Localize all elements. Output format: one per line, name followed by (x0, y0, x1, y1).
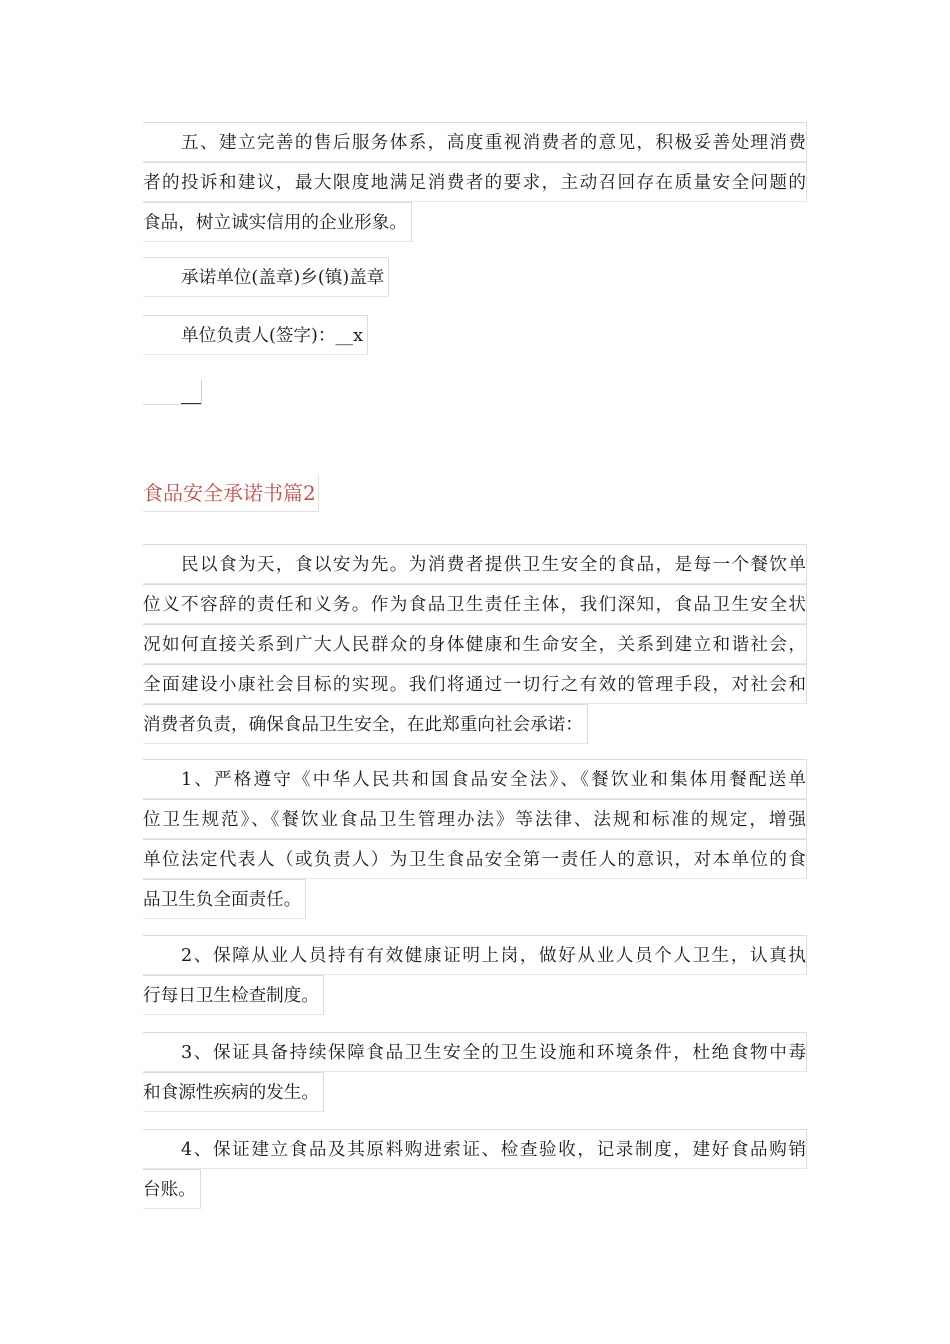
paragraph-item-1 (143, 759, 807, 919)
section-heading: 食品安全承诺书篇2 (143, 475, 319, 512)
paragraph-item-2 (143, 935, 807, 1015)
paragraph-section-5 (143, 122, 807, 242)
text-line: 位卫生规范》、《餐饮业食品卫生管理办法》等法律、法规和标准的规定，增强 (143, 799, 807, 839)
text-line: 消费者负责，确保食品卫生安全，在此郑重向社会承诺： (143, 704, 588, 744)
text-line: 单位法定代表人（或负责人）为卫生食品安全第一责任人的意识，对本单位的食 (143, 839, 807, 879)
text-line: 品卫生负全面责任。 (143, 879, 306, 919)
text-line: 全面建设小康社会目标的实现。我们将通过一切行之有效的管理手段，对社会和 (143, 664, 807, 704)
signature-responsible (143, 315, 807, 355)
paragraph-item-4 (143, 1129, 807, 1209)
paragraph-item-3 (143, 1032, 807, 1112)
blank-underline (181, 403, 201, 404)
text-line: 况如何直接关系到广大人民群众的身体健康和生命安全，关系到建立和谐社会， (143, 624, 807, 664)
text-line: 民以食为天，食以安为先。为消费者提供卫生安全的食品，是每一个餐饮单 (143, 544, 807, 584)
text-line: 食品，树立诚实信用的企业形象。 (143, 202, 412, 242)
text-line: 者的投诉和建议，最大限度地满足消费者的要求，主动召回存在质量安全问题的 (143, 162, 807, 202)
signature-responsible-line: 单位负责人(签字)：__x (143, 315, 368, 355)
text-line: 五、建立完善的售后服务体系，高度重视消费者的意见，积极妥善处理消费 (143, 122, 807, 162)
signature-unit (143, 257, 807, 297)
text-line: 位义不容辞的责任和义务。作为食品卫生责任主体，我们深知，食品卫生安全状 (143, 584, 807, 624)
text-line: 台账。 (143, 1169, 201, 1209)
text-line: 行每日卫生检查制度。 (143, 975, 324, 1015)
text-line: 2、保障从业人员持有有效健康证明上岗，做好从业人员个人卫生，认真执 (143, 935, 807, 975)
paragraph-intro (143, 544, 807, 744)
signature-unit-line: 承诺单位(盖章)乡(镇)盖章 (143, 257, 389, 297)
text-line: 3、保证具备持续保障食品卫生安全的卫生设施和环境条件，杜绝食物中毒 (143, 1032, 807, 1072)
signature-blank-line (143, 380, 202, 405)
text-line: 和食源性疾病的发生。 (143, 1072, 324, 1112)
text-line: 1、严格遵守《中华人民共和国食品安全法》、《餐饮业和集体用餐配送单 (143, 759, 807, 799)
text-line: 4、保证建立食品及其原料购进索证、检查验收，记录制度，建好食品购销 (143, 1129, 807, 1169)
